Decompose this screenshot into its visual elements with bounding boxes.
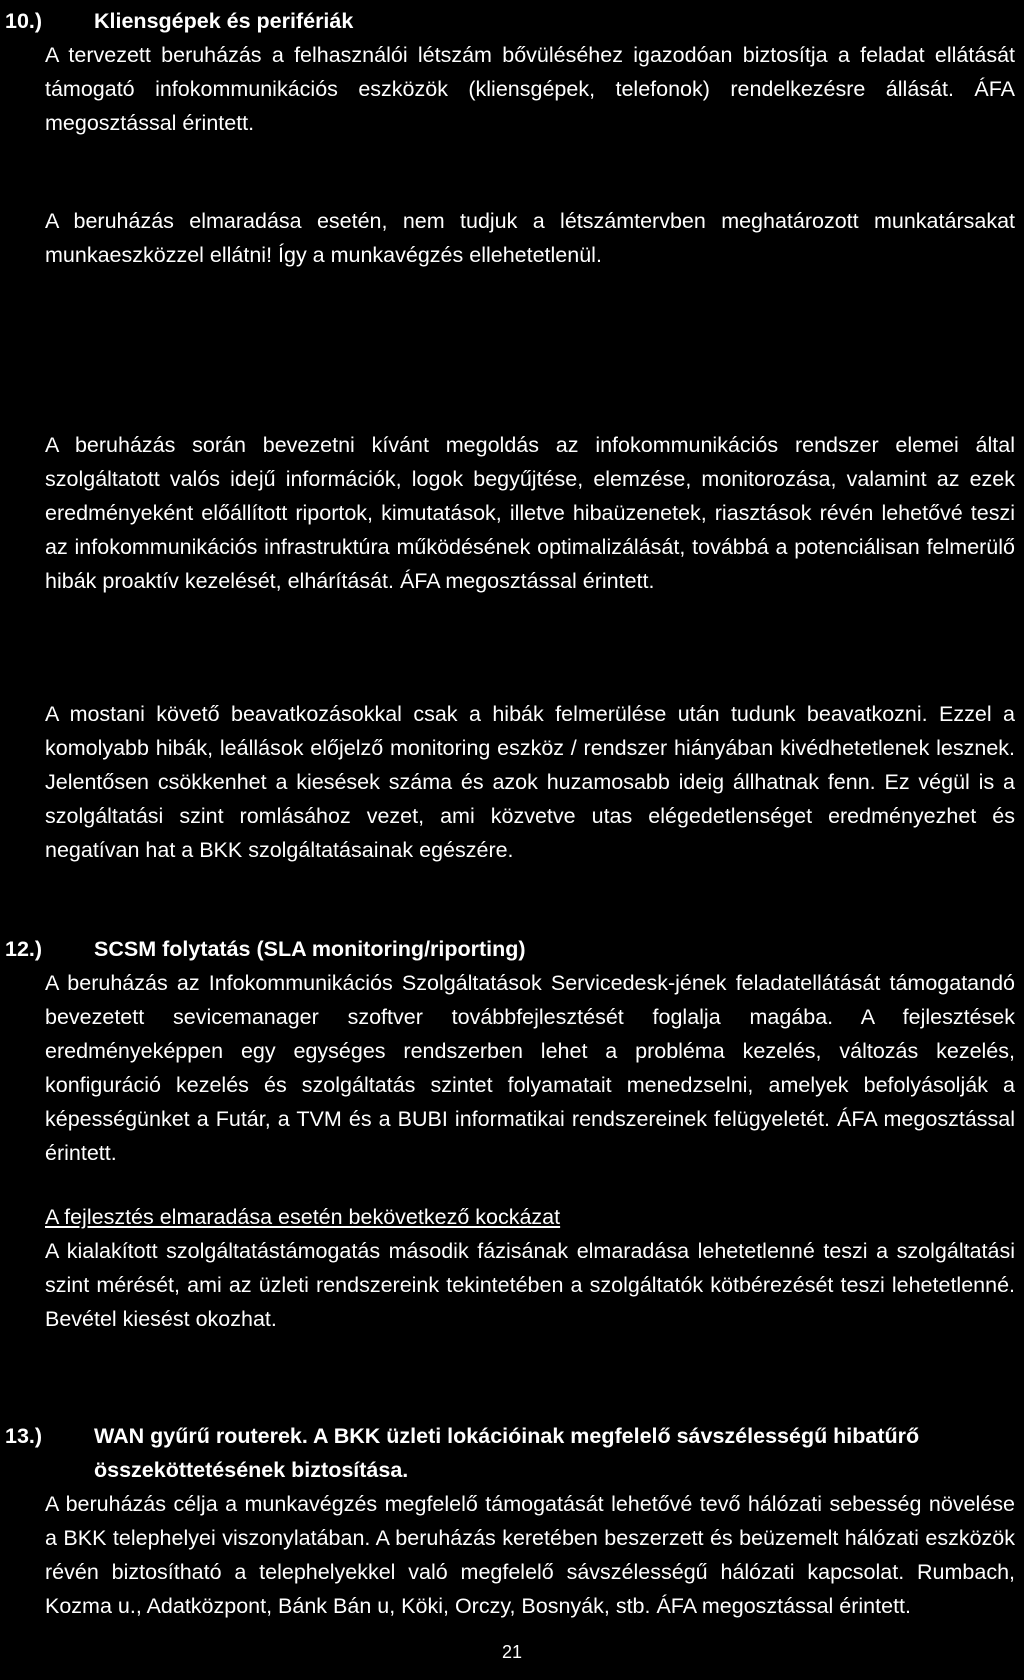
section-12-risk — [45, 1200, 1015, 1336]
section-10-paragraph-1: A tervezett beruházás a felhasználói létszám bővüléséhez igazodóan biztosítja a feladat ellátását támogató infokommunikációs eszközök (kliensgépek, telefonok) rendelkezésre állását. ÁFA megosztással érintett. — [45, 43, 1015, 135]
section-11-consequence — [45, 697, 1015, 867]
section-12-paragraph-1: A beruházás az Infokommunikációs Szolgáltatások Servicedesk-jének feladatellátását támogatandó bevezetett sevicemanager szoftver továbbfejlesztését foglalja magába. A fejlesztések eredményeképpen egy egységes rendszerben lehet a probléma kezelés, változás kezelés, konfiguráció kezelés és szolgáltatás szintet folyamatait menedzselni, amelyek befolyásolják a képességünket a Futár, a TVM és a BUBI informatikai rendszereinek felügyeletét. ÁFA megosztással érintett. — [45, 971, 1015, 1165]
page-number: 21 — [501, 1642, 523, 1662]
section-12-risk-heading: A fejlesztés elmaradása esetén bekövetkező kockázat — [45, 1205, 561, 1229]
section-12-paragraph-2: A kialakított szolgáltatástámogatás második fázisának elmaradása lehetetlenné teszi a szolgáltatási szint mérését, ami az üzleti rendszereink tekintetében a szolgáltatók kötbérezését teszi lehetetlenné. Bevétel kiesést okozhat. — [45, 1239, 1015, 1331]
section-13-title: WAN gyűrű routerek. A BKK üzleti lokációinak megfelelő sávszélességű hibatűrő összeköttetésének biztosítása. — [94, 1424, 920, 1482]
section-13-number: 13.) — [5, 1424, 43, 1448]
section-13-heading — [5, 1419, 1015, 1487]
section-13 — [5, 1419, 1015, 1623]
section-10-title: Kliensgépek és perifériák — [94, 9, 354, 33]
section-11-paragraph-1: A beruházás során bevezetni kívánt megoldás az infokommunikációs rendszer elemei által szolgáltatott valós idejű információk, logok begyűjtése, elemzése, monitorozása, valamint az ezek eredményeként előállított riportok, kimutatások, illetve hibaüzenetek, riasztások révén lehetővé teszi az infokommunikációs infrastruktúra működésének optimalizálását, továbbá a potenciálisan felmerülő hibák proaktív kezelését, elhárítását. ÁFA megosztással érintett. — [45, 433, 1015, 593]
section-10 — [5, 4, 1015, 140]
section-10-consequence — [45, 204, 1015, 272]
section-13-paragraph-1: A beruházás célja a munkavégzés megfelelő támogatását lehetővé tevő hálózati sebesség növelése a BKK telephelyei viszonylatában. A beruházás keretében beszerzett és beüzemelt hálózati eszközök révén biztosítható a telephelyekkel való megfelelő sávszélességű hálózati kapcsolat. Rumbach, Kozma u., Adatközpont, Bánk Bán u, Köki, Orczy, Bosnyák, stb. ÁFA megosztással érintett. — [45, 1492, 1015, 1618]
section-10-paragraph-2: A beruházás elmaradása esetén, nem tudjuk a létszámtervben meghatározott munkatársakat munkaeszközzel ellátni! Így a munkavégzés ellehetetlenül. — [45, 209, 1015, 267]
section-10-heading — [5, 4, 1015, 38]
section-10-number: 10.) — [5, 9, 43, 33]
section-12-number: 12.) — [5, 937, 43, 961]
section-12-heading — [5, 932, 1015, 966]
section-12-title: SCSM folytatás (SLA monitoring/riporting) — [94, 937, 526, 961]
section-11-paragraph-2: A mostani követő beavatkozásokkal csak a hibák felmerülése után tudunk beavatkozni. Ezzel a komolyabb hibák, leállások előjelző monitoring eszköz / rendszer hiányában kivédhetetlenek lesznek. Jelentősen csökkenhet a kiesések száma és azok huzamosabb ideig állhatnak fenn. Ez végül is a szolgáltatási szint romlásához vezet, ami közvetve utas elégedetlenséget eredményezhet és negatívan hat a BKK szolgáltatásainak egészére. — [45, 702, 1015, 862]
section-11-description — [45, 428, 1015, 598]
section-12 — [5, 932, 1015, 1170]
